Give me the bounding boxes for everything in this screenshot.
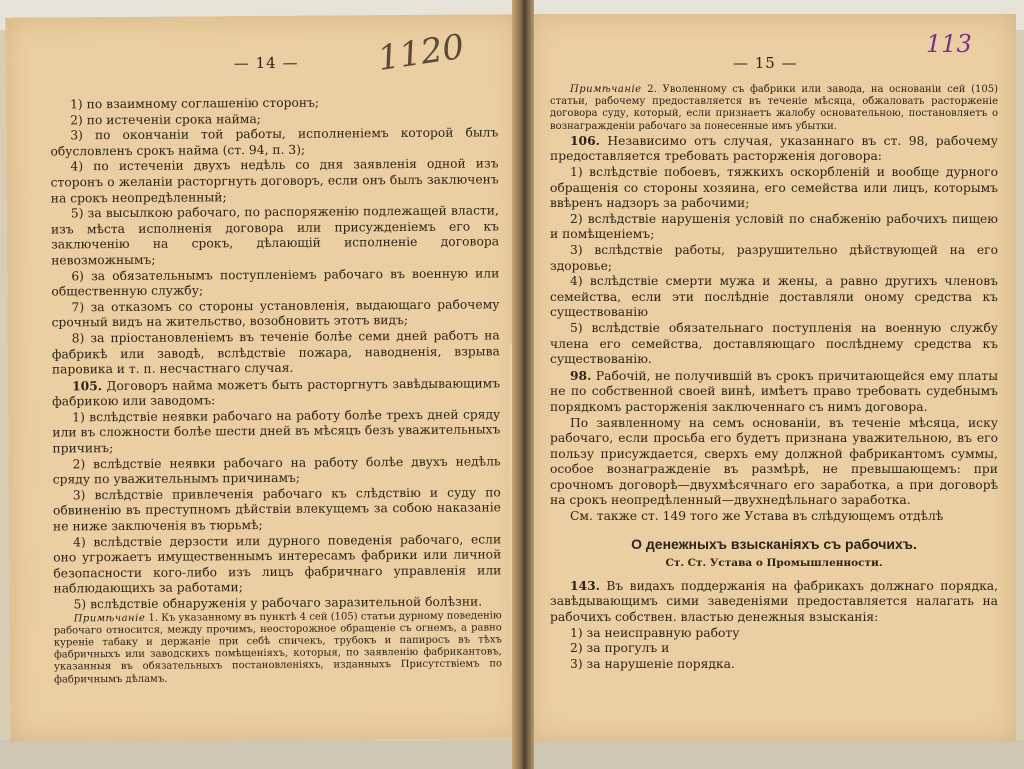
paragraph: 4) вслѣдствіе дерзости или дурного поведенія рабочаго, если оно угрожаетъ имущественнымъ интересамъ фабрики или личной безопасности кого-либо изъ лицъ фабричнаго управленія или наблюдающихъ за работами; (53, 531, 502, 596)
handwritten-folio-number: 113 (926, 30, 972, 58)
note-text: 1. Къ указанному въ пунктѣ 4 сей (105) статьи дурному поведенію рабочаго относится, между прочимъ, неосторожное обращеніе съ огнемъ, а равно куреніе табаку и держаніе при себѣ спичекъ, трубокъ и папиросъ въ тѣхъ фабричныхъ или заводскихъ помѣщеніяхъ, которыя, по заявленію фабрикантовъ, указанныя въ обязательныхъ постановленіяхъ, изданныхъ Присутствіемъ по фабричнымъ дѣламъ. (53, 609, 503, 686)
paragraph: 1) вслѣдствіе неявки рабочаго на работу болѣе трехъ дней сряду или въ сложности болѣе шести дней въ мѣсяцъ безъ уважительныхъ причинъ; (52, 407, 501, 456)
paragraph: По заявленному на семъ основаніи, въ теченіе мѣсяца, иску рабочаго, если просьба его будетъ признана уважительною, въ его пользу присуждается, сверхъ ему должной фабрикантомъ суммы, особое вознагражденіе въ размѣрѣ, не превышающемъ: при срочномъ договорѣ—двухмѣсячнаго его заработка, а при договорѣ на срокъ неопредѣленный—двухнедѣльнаго заработка. (550, 415, 998, 508)
note-text: 2. Уволенному съ фабрики или завода, на основаніи сей (105) статьи, рабочему предоставляется въ теченіе мѣсяца, обжаловать расторженіе договора суду, который, если признаетъ жалобу основательною, постановляетъ о вознагражденіи рабочаго за понесенные имъ убытки. (550, 84, 998, 132)
paragraph: 6) за обязательнымъ поступленіемъ рабочаго въ военную или общественную службу; (51, 265, 500, 299)
page-number-right: — 15 — (733, 54, 798, 72)
paragraph: 5) за высылкою рабочаго, по распоряженію подлежащей власти, изъ мѣста исполненія договора или присужденіемъ его къ заключенію на срокъ, дѣлающій исполненіе договора невозможнымъ; (50, 203, 500, 268)
paragraph: 105. Договоръ найма можетъ быть расторгнутъ завѣдывающимъ фабрикою или заводомъ: (52, 376, 501, 409)
paragraph: 1) вслѣдствіе побоевъ, тяжкихъ оскорбленій и вообще дурного обращенія со стороны хозяина, его семейства или лицъ, которымъ ввѣренъ надзоръ за рабочими; (550, 165, 998, 211)
right-page (528, 14, 1016, 742)
paragraph: 4) вслѣдствіе смерти мужа и жены, а равно другихъ членовъ семейства, если эти послѣдніе доставляли оному средства къ существованію (550, 274, 998, 320)
book-gutter (512, 0, 534, 769)
paragraph: 3) вслѣдствіе привлеченія рабочаго къ слѣдствію и суду по обвиненію въ преступномъ дѣйствіи влекущемъ за собою наказаніе не ниже заключенія въ тюрьмѣ; (52, 485, 501, 534)
paragraph: 5) вслѣдствіе обязательнаго поступленія на военную службу члена его семейства, доставляющаго послѣднему средства къ существованію. (550, 320, 998, 367)
list-item: 1) за неисправную работу (570, 625, 740, 640)
note-label: Примѣчаніе (73, 612, 146, 624)
footnote-2 (550, 84, 998, 133)
paragraph: См. также ст. 149 того же Устава въ слѣдующемъ отдѣлѣ (570, 509, 944, 524)
paragraph: 3) по окончаніи той работы, исполненіемъ которой былъ обусловленъ срокъ найма (ст. 94, п. 3); (50, 125, 499, 159)
right-page-text (550, 84, 998, 672)
left-page (5, 14, 522, 742)
list-item: 2) за прогулъ и (570, 641, 670, 656)
section-subtitle: Ст. Ст. Устава о Промышленности. (665, 557, 883, 570)
left-page-text (50, 94, 502, 686)
article-number: 106. (570, 132, 600, 148)
article-number: 143. (570, 577, 600, 593)
article-number: 105. (71, 377, 103, 394)
list-item: 3) за нарушеніе порядка. (570, 656, 735, 671)
paragraph: 3) вслѣдствіе работы, разрушительно дѣйствующей на его здоровье; (550, 242, 998, 273)
paragraph: 2) вслѣдствіе нарушенія условій по снабженію рабочихъ пищею и помѣщеніемъ; (550, 211, 998, 242)
paragraph: 106. Независимо отъ случая, указаннаго въ ст. 98, рабочему предоставляется требовать расторженія договора: (550, 132, 998, 164)
paragraph: 4) по истеченіи двухъ недѣль со дня заявленія одной изъ сторонъ о желаніи расторгнуть договоръ, если онъ былъ заключенъ на срокъ неопредѣленный; (50, 156, 499, 206)
note-label: Примѣчаніе (570, 84, 642, 95)
paragraph: 2) вслѣдствіе неявки рабочаго на работу болѣе двухъ недѣль сряду по уважительнымъ причинамъ; (52, 454, 501, 487)
page-number-left: — 14 — (233, 53, 299, 73)
footnote-1 (54, 610, 503, 686)
section-title: О денежныхъ взысканіяхъ съ рабочихъ. (631, 535, 917, 552)
paragraph: 8) за пріостановленіемъ въ теченіе болѣе семи дней работъ на фабрикѣ или заводѣ, вслѣдствіе пожара, наводненія, взрыва паровика и т. п. несчастнаго случая. (51, 328, 500, 377)
handwritten-archive-number: 1120 (375, 26, 467, 80)
paragraph: 5) вслѣдствіе обнаруженія у рабочаго заразительной болѣзни. (73, 594, 483, 612)
article-number: 98. (570, 367, 592, 383)
paragraph: 2) по истеченіи срока найма; (70, 111, 261, 127)
paragraph: 7) за отказомъ со стороны установленія, выдающаго рабочему срочный видъ на жительство, возобновить этотъ видъ; (51, 297, 500, 330)
paragraph: 1) по взаимному соглашенію сторонъ; (70, 95, 320, 112)
paragraph: 98. Рабочій, не получившій въ срокъ причитающейся ему платы не по собственной своей винѣ, имѣетъ право требовать судебнымъ порядкомъ расторженія заключеннаго съ нимъ договора. (550, 367, 998, 414)
paragraph: 143. Въ видахъ поддержанія на фабрикахъ должнаго порядка, завѣдывающимъ сими заведеніями предоставляется налагать на рабочихъ собствен. властью денежныя взысканія: (550, 577, 998, 625)
